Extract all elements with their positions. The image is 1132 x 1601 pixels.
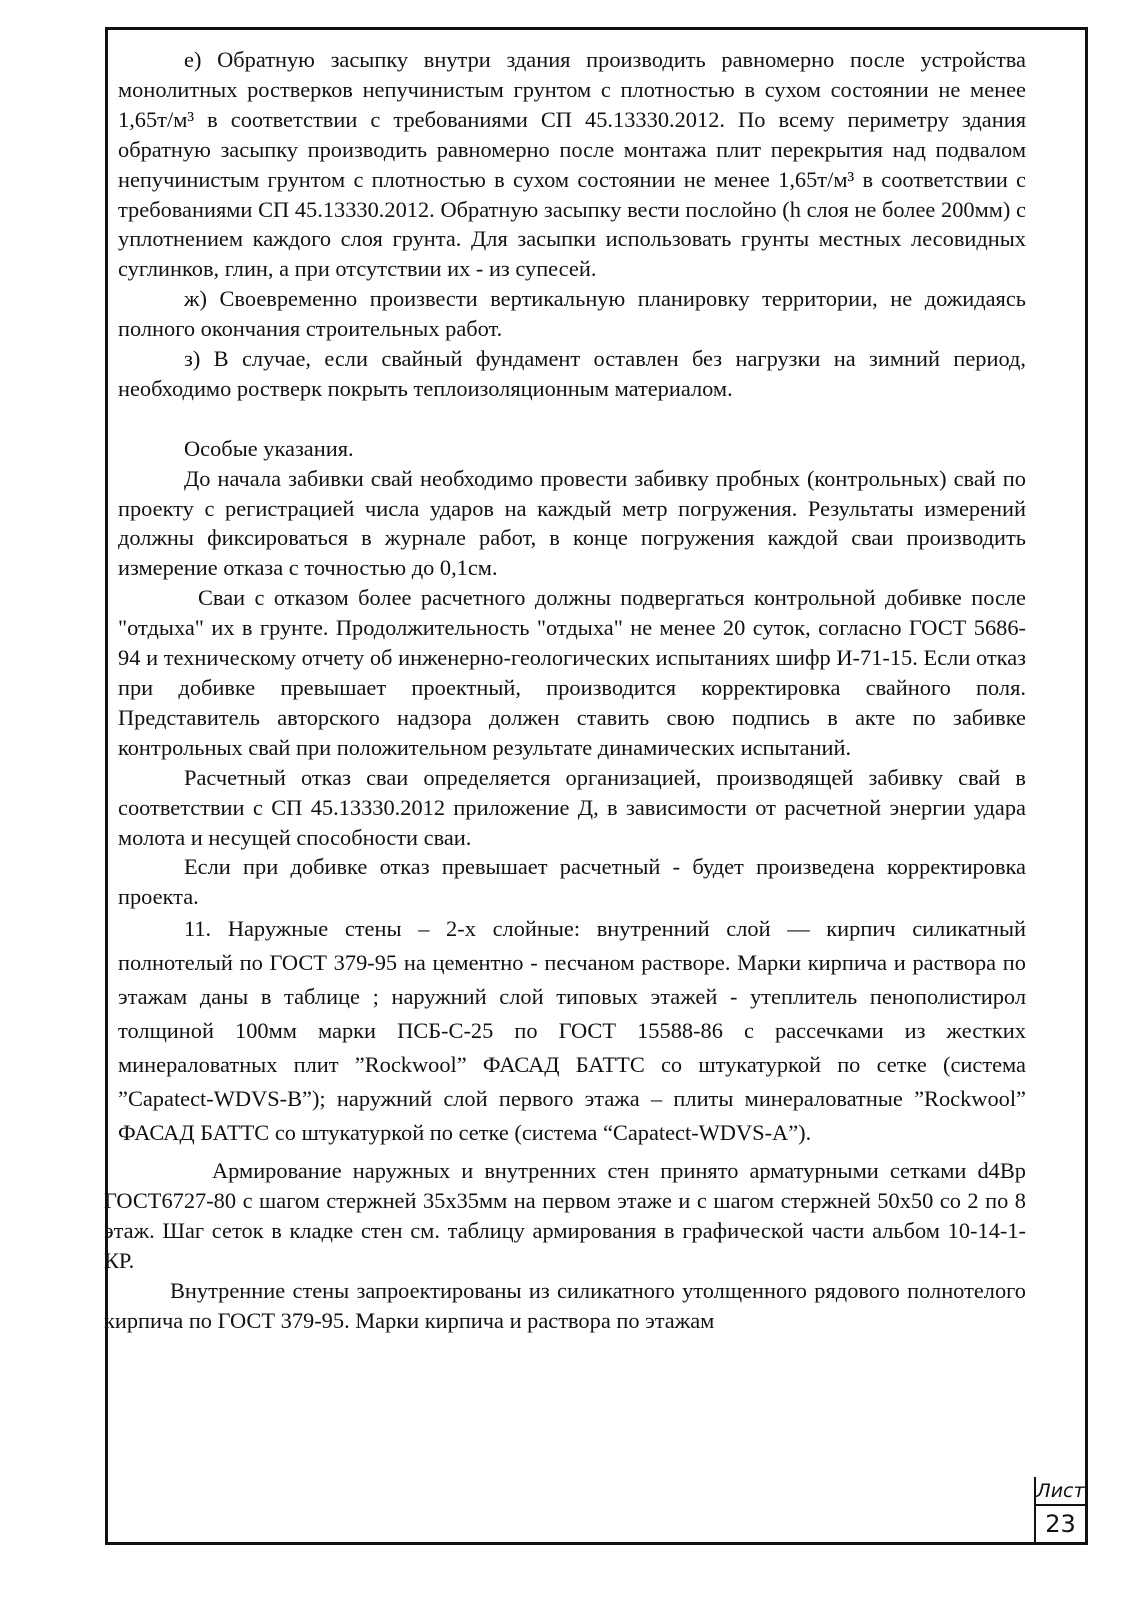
paragraph-calculated-refusal: Расчетный отказ сваи определяется организацией, производящей забивку свай в соответствии с СП 45.13330.2012 приложение Д, в зависимости от расчетной энергии удара молота и несущей способности сваи. [118,764,1026,850]
paragraph-test-piles: До начала забивки свай необходимо провести забивку пробных (контрольных) свай по проекту с регистрацией числа ударов на каждый метр погружения. Результаты измерений должны фиксироваться в журнале работ, в конце погружения каждой сваи производить измерение отказа с точностью до 0,1см. [118,465,1026,581]
sheet-label: Лист [1034,1477,1085,1506]
paragraph-internal-walls: Внутренние стены запроектированы из силикатного утолщенного рядового полнотелого кирпича по ГОСТ 379-95. Марки кирпича и раствора по этажам [104,1277,1026,1333]
document-body [104,45,1026,1336]
paragraph-reinforcement: Армирование наружных и внутренних стен принято арматурными сетками d4Вр ГОСТ6727-80 с шагом стержней 35х35мм на первом этаже и с шагом стержней 50х50 со 2 по 8 этаж. Шаг сеток в кладке стен см. таблицу армирования в графической части альбом 10-14-1-КР. [104,1158,1026,1273]
paragraph-pile-refusal: Сваи с отказом более расчетного должны подвергаться контрольной добивке после "отдыха" их в грунте. Продолжительность "отдыха" не менее 20 суток, согласно ГОСТ 5686-94 и техническому отчету об инженерно-геологических испытаниях шифр И-71-15. Если отказ при добивке превышает проектный, производится корректировка свайного поля. Представитель авторского надзора должен ставить свою подпись в акте по забивке контрольных свай при положительном результате динамических испытаний. [118,585,1026,760]
sheet-number: 23 [1034,1506,1085,1542]
paragraph-e: е) Обратную засыпку внутри здания производить равномерно после устройства монолитных ростверков непучинистым грунтом с плотностью в сухом состоянии не менее 1,65т/м³ в соответствии с требованиями СП 45.13330.2012. По всему периметру здания обратную засыпку производить равномерно после монтажа плит перекрытия над подвалом непучинистым грунтом с плотностью в сухом состоянии не менее 1,65т/м³ в соответствии с требованиями СП 45.13330.2012. Обратную засыпку вести послойно (h слоя не более 200мм) с уплотнением каждого слоя грунта. Для засыпки использовать грунты местных лесовидных суглинков, глин, а при отсутствии их - из супесей. [118,47,1026,282]
paragraph-z: з) В случае, если свайный фундамент оставлен без нагрузки на зимний период, необходимо ростверк покрыть теплоизоляционным материалом. [118,346,1026,401]
paragraph-external-walls: 11. Наружные стены – 2-х слойные: внутренний слой — кирпич силикатный полнотелый по ГОСТ 379-95 на цементно - песчаном растворе. Марки кирпича и раствора по этажам даны в таблице ; наружний слой типовых этажей - утеплитель пенополистирол толщиной 100мм марки ПСБ-С-25 по ГОСТ 15588-86 с рассечками из жестких минераловатных плит ”Rockwool” ФАСАД БАТТС со штукатуркой по сетке (система ”Capatect-WDVS-B”); наружний слой первого этажа – плиты минераловатные ”Rockwool” ФАСАД БАТТС со штукатуркой по сетке (система “Capatect-WDVS-A”). [118,916,1026,1146]
section-heading-special-instructions: Особые указания. [184,435,354,461]
paragraph-zh: ж) Своевременно произвести вертикальную планировку территории, не дожидаясь полного окончания строительных работ. [118,286,1026,342]
paragraph-project-correction: Если при добивке отказ превышает расчетный - будет произведена корректировка проекта. [118,854,1026,910]
